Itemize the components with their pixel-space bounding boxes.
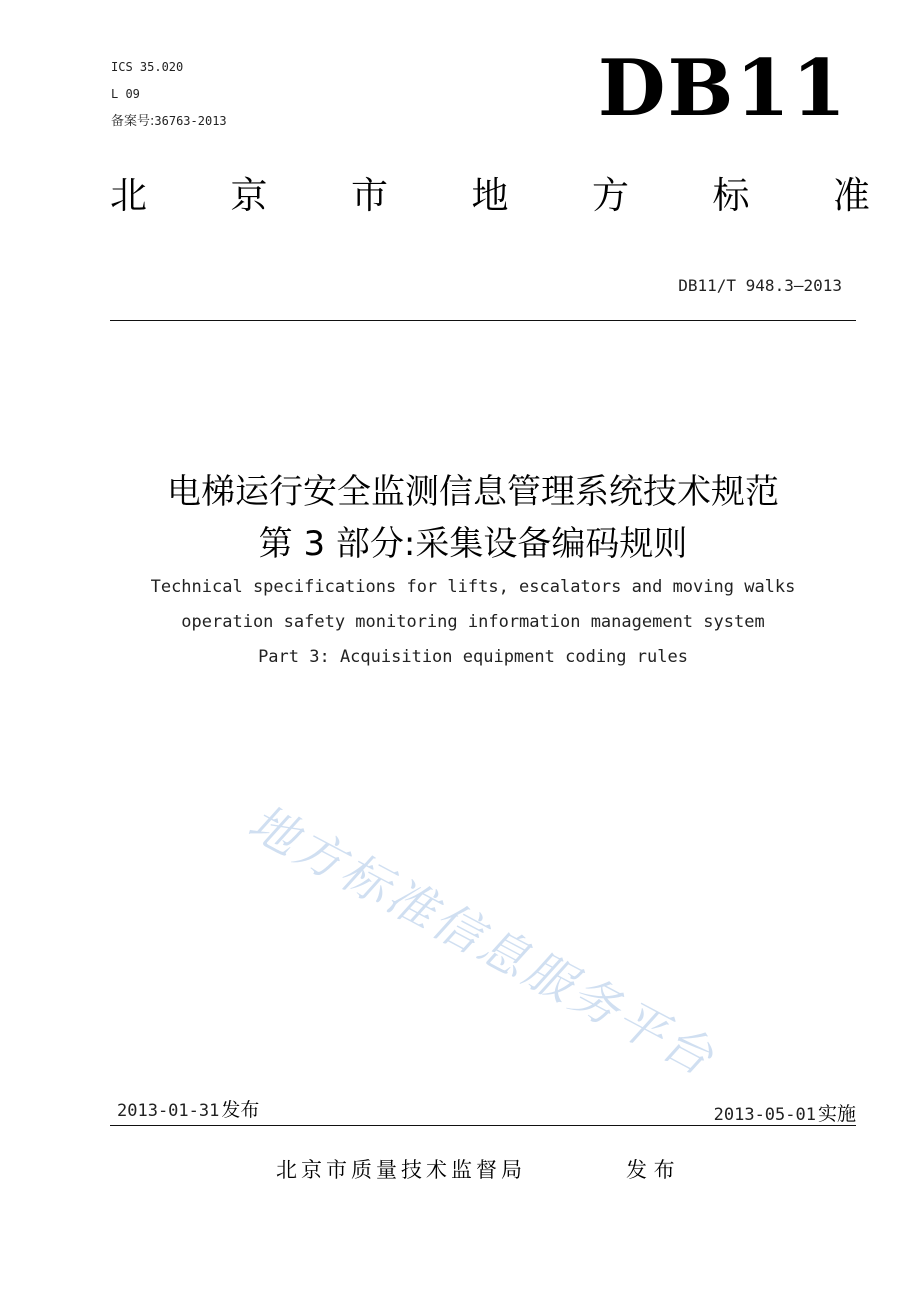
implement-date: 2013-05-01 — [713, 1105, 816, 1125]
title-en-line-1: Technical specifications for lifts, escalators and moving walks — [150, 577, 796, 597]
standard-type-char: 市 — [351, 174, 388, 217]
ics-code: ICS 35.020 — [111, 60, 184, 74]
standard-type-char: 京 — [230, 174, 268, 217]
top-divider — [110, 320, 856, 321]
title-cn-line-1: 电梯运行安全监测信息管理系统技术规范 — [167, 472, 779, 512]
title-en-line-2: operation safety monitoring information management system — [181, 612, 765, 632]
watermark-text: 地方标准信息服务平台 — [239, 794, 725, 1088]
issue-label: 发布 — [221, 1099, 260, 1121]
implement-date-row — [714, 1099, 856, 1126]
db11-logo-mark: DB11 — [597, 43, 848, 134]
metadata-block — [111, 54, 227, 135]
title-en-line-3: Part 3: Acquisition equipment coding rules — [258, 647, 688, 667]
title-cn-line-2: 第 3 部分:采集设备编码规则 — [258, 524, 688, 564]
bottom-divider — [110, 1125, 856, 1126]
issue-date-row — [117, 1095, 259, 1122]
publisher-name: 北京市质量技术监督局 — [276, 1158, 526, 1182]
standard-number: DB11/T 948.3—2013 — [678, 276, 842, 295]
standard-type-char: 北 — [110, 174, 147, 217]
standard-type-heading — [110, 164, 870, 220]
record-label: 备案号: — [111, 114, 155, 129]
publisher-suffix: 发 布 — [626, 1158, 675, 1182]
record-number-row — [111, 108, 227, 135]
implement-label: 实施 — [817, 1103, 856, 1125]
standard-type-char: 方 — [592, 174, 629, 217]
classification-code: L 09 — [111, 87, 140, 101]
standard-type-char: 标 — [712, 174, 750, 217]
standard-type-char: 准 — [833, 174, 870, 217]
issue-date: 2013-01-31 — [117, 1101, 220, 1121]
title-block — [60, 466, 886, 675]
standard-type-char: 地 — [471, 174, 509, 217]
record-number: 36763-2013 — [154, 114, 227, 128]
